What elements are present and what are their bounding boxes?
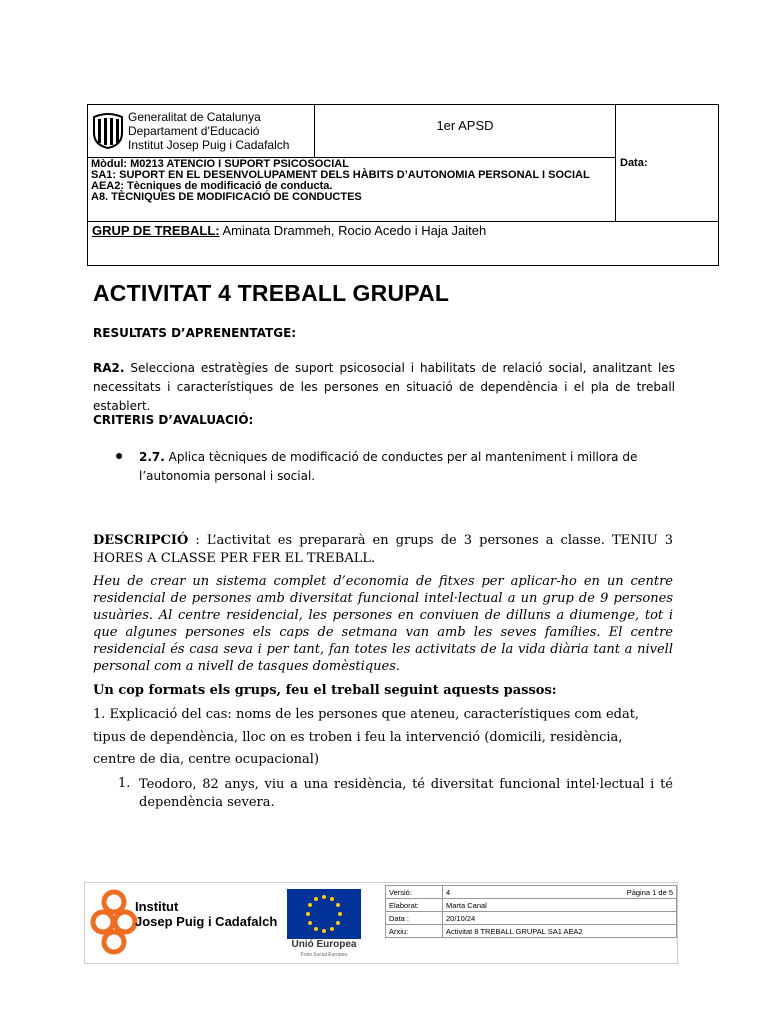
steps-heading: Un cop formats els grups, feu el treball seguint aquests passos: — [93, 683, 557, 698]
footer-box — [84, 882, 678, 964]
school-name: Institut Josep Puig i Cadafalch — [135, 899, 278, 929]
step-line: tipus de dependència, lloc on es troben i feu la intervenció (domicili, residència, — [93, 730, 623, 745]
eu-sub-label: Fons Social Europeu — [300, 952, 348, 958]
instructions-paragraph: Heu de crear un sistema complet d’economia de fitxes per aplicar-ho en un centre residencial de persones amb diversitat funcional intel·lectual a un grup de 9 persones usuàries. Al centre residencial, les persones en conviuen de dilluns a diumenge, tot i que algunes persones els caps de setmana van amb les seves famílies. El centre residencial és casa seva i per tant, fan totes les activitats de la vida diària tant a nivell personal com a nivell de tasques domèstiques. — [93, 574, 673, 674]
module-line: SA1: SUPORT EN EL DESENVOLUPAMENT DELS HÀBITS D’AUTONOMIA PERSONAL I SOCIAL — [91, 169, 590, 181]
bullet-icon: ● — [115, 447, 124, 463]
course-cell: 1er APSD — [315, 105, 616, 158]
module-cell — [88, 158, 616, 222]
date-cell: Data: — [616, 105, 718, 222]
criteria-item — [139, 448, 679, 486]
header-table — [87, 104, 719, 266]
description-label: DESCRIPCIÓ — [93, 533, 189, 548]
step-line: 1. Explicació del cas: noms de les persones que ateneu, característiques com edat, — [93, 707, 640, 722]
page-count: Pàgina 1 de 5 — [626, 887, 673, 897]
criteria-label: 2.7. — [139, 450, 165, 464]
case-number: 1. — [118, 776, 131, 791]
generalitat-logo-icon — [92, 113, 124, 149]
ra2-paragraph — [93, 359, 675, 416]
page-title: ACTIVITAT 4 TREBALL GRUPAL — [93, 280, 450, 306]
version-table — [385, 885, 677, 938]
table-row: Data : 20/10/24 — [386, 912, 677, 925]
module-line: AEA2: Tècniques de modificació de conducta. — [91, 180, 333, 192]
step-line: centre de dia, centre ocupacional) — [93, 752, 320, 767]
eu-flag-icon — [287, 889, 361, 939]
group-members: Aminata Drammeh, Rocio Acedo i Haja Jaiteh — [219, 223, 487, 238]
criteria-heading: CRITERIS D’AVALUACIÓ: — [93, 413, 254, 427]
header-logo-cell — [88, 105, 315, 158]
results-heading: RESULTATS D’APRENENTATGE: — [93, 326, 297, 340]
school-logo-icon — [90, 887, 138, 957]
case-text: Teodoro, 82 anys, viu a una residència, té diversitat funcional intel·lectual i té dependència severa. — [139, 777, 673, 810]
table-row: Arxiu: Activitat 8 TREBALL GRUPAL SA1 AEA2 — [386, 925, 677, 938]
criteria-text: Aplica tècniques de modificació de conductes per al manteniment i millora de l’autonomia personal i social. — [139, 450, 638, 483]
table-row: Versió: 4 Pàgina 1 de 5 — [386, 886, 677, 899]
module-line: Mòdul: M0213 ATENCIO I SUPORT PSICOSOCIAL — [91, 158, 349, 170]
group-label: GRUP DE TREBALL: — [92, 223, 220, 238]
module-line: A8. TÈCNIQUES DE MODIFICACIÓ DE CONDUCTES — [91, 191, 362, 203]
description-text: : L’activitat es prepararà en grups de 3 persones a classe. TENIU 3 HORES A CLASSE PER FER EL TREBALL. — [93, 533, 673, 566]
eu-label: Unió Europea — [291, 939, 357, 950]
table-row: Elaborat: Marta Canal — [386, 899, 677, 912]
ra2-label: RA2. — [93, 361, 125, 375]
description-paragraph — [93, 532, 673, 568]
group-cell — [88, 222, 718, 265]
org-name: Generalitat de Catalunya Departament d’Educació Institut Josep Puig i Cadafalch — [128, 110, 290, 152]
ra2-text: Selecciona estratègies de suport psicosocial i habilitats de relació social, analitzant les necessitats i característiques de les persones en situació de dependència i el pla de treball establert. — [93, 361, 675, 413]
